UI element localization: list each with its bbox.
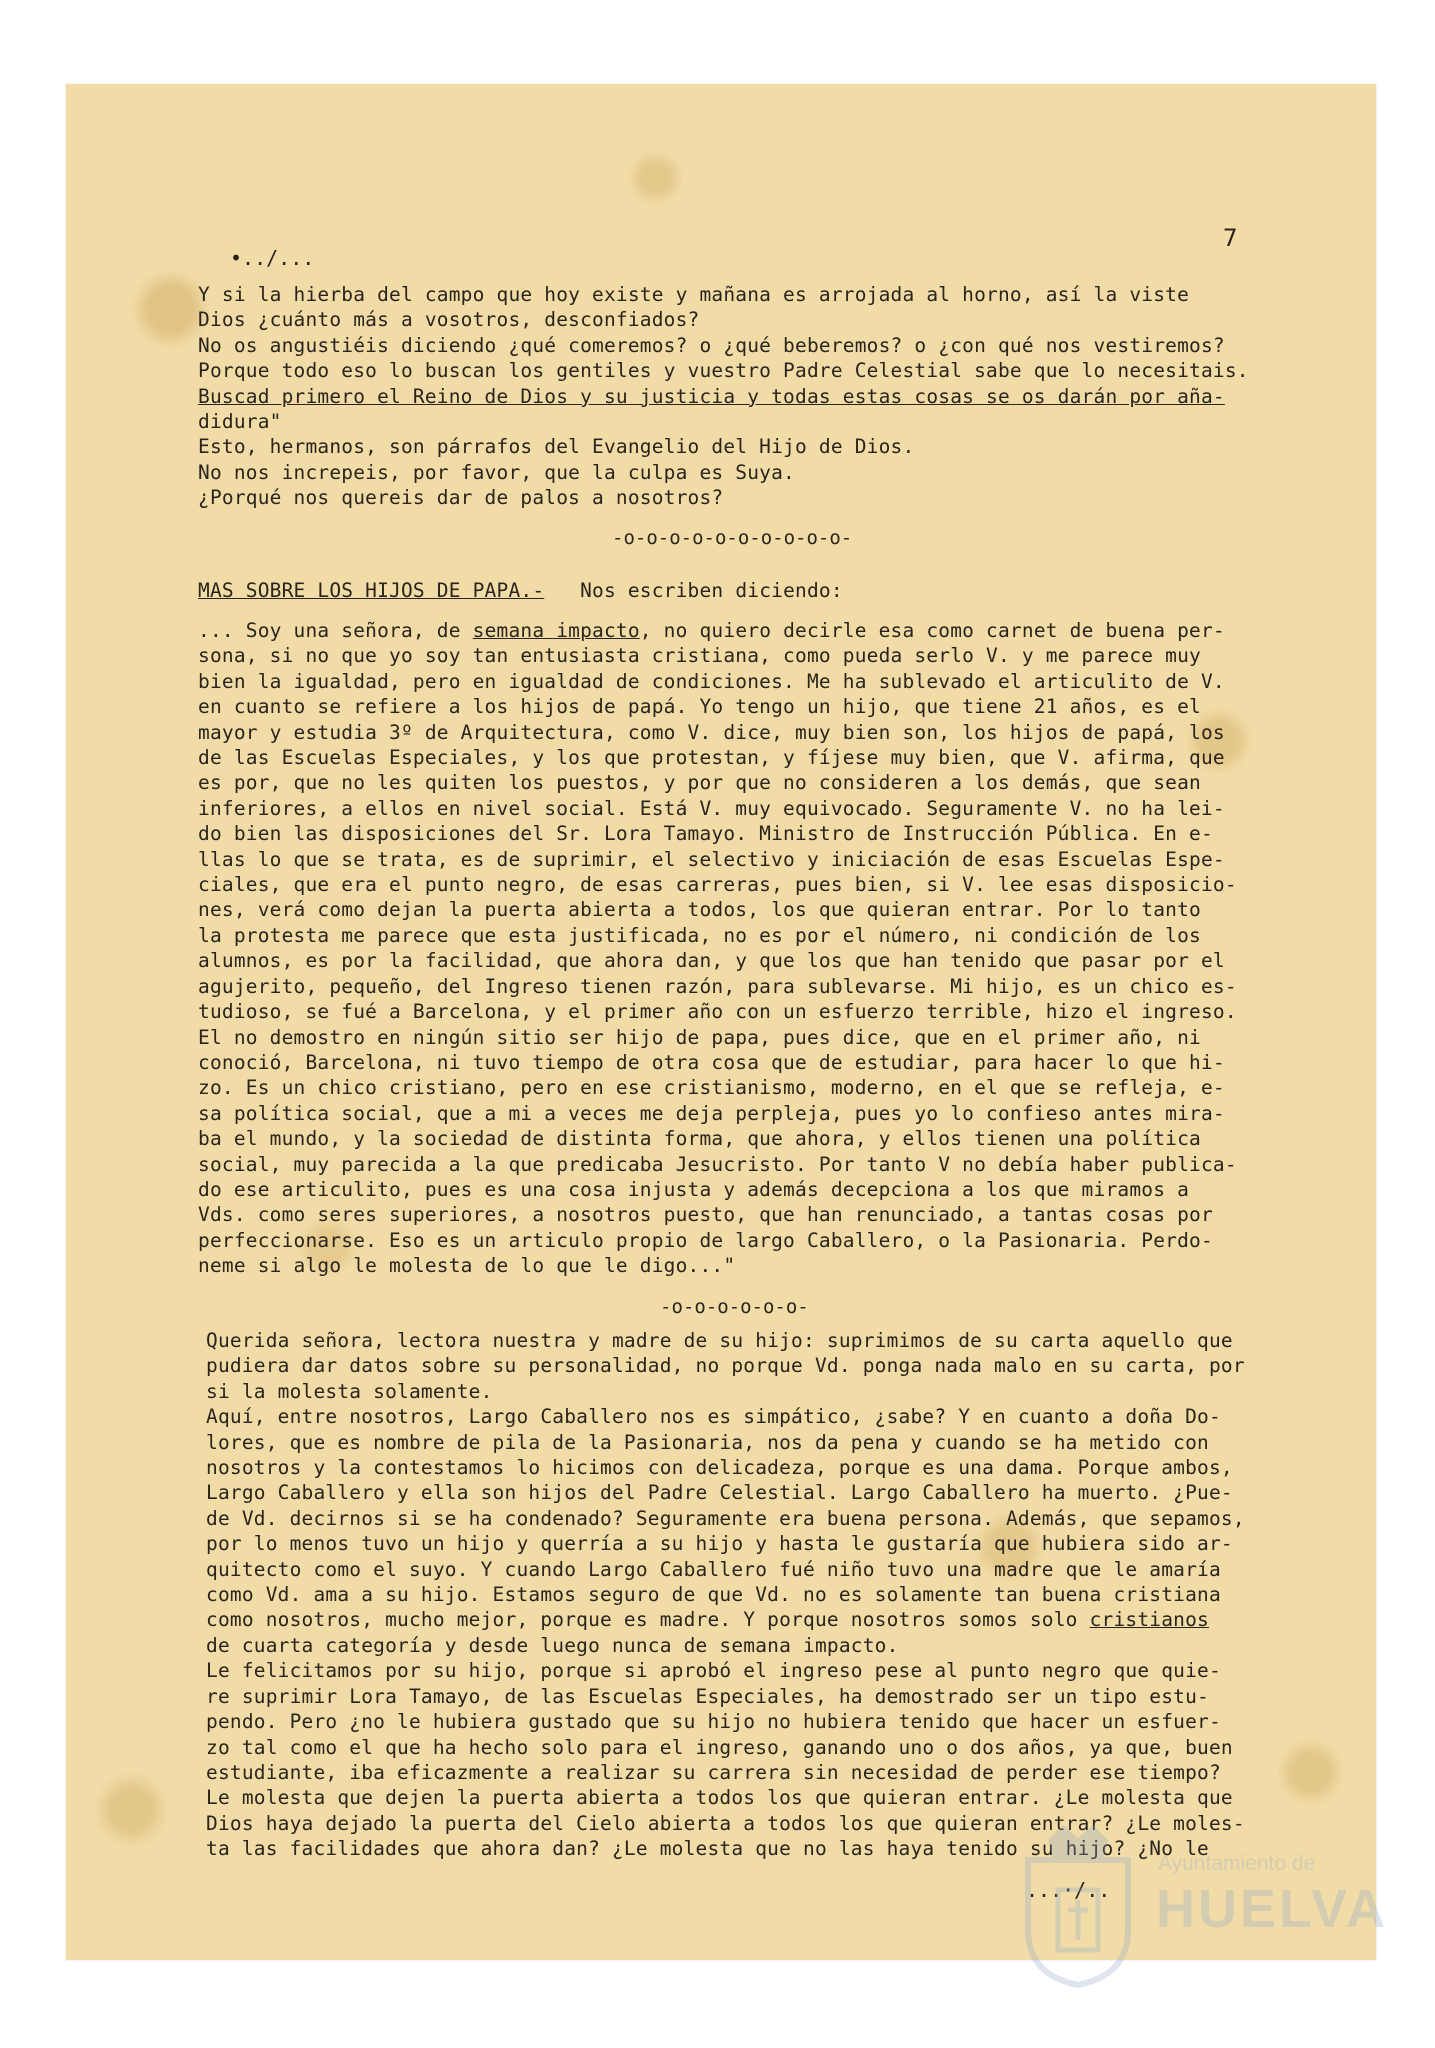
letter-first-b: , no quiero decirle esa como carnet de buena per-	[639, 619, 1225, 642]
section-intro: Nos escriben diciendo:	[580, 579, 843, 602]
reader-letter	[198, 618, 1237, 1279]
gospel-quote	[198, 282, 1249, 511]
separator-1: -o-o-o-o-o-o-o-o-o-o-	[612, 527, 853, 549]
reply-underlined: cristianos	[1089, 1608, 1209, 1632]
coat-of-arms-icon	[1018, 1820, 1138, 1990]
section-title: MAS SOBRE LOS HIJOS DE PAPA.-	[198, 579, 545, 602]
section-heading	[198, 578, 843, 603]
watermark-line2: HUELVA	[1156, 1879, 1388, 1939]
letter-first-underlined: semana impacto	[472, 619, 640, 642]
editor-reply	[206, 1328, 1245, 1862]
archive-watermark	[1018, 1820, 1388, 2030]
letter-body: sona, si no que yo soy tan entusiasta cristiana, como pueda serlo V. y me parece muy bien la igualdad, pero en igualdad de condiciones. Me ha sublevado el articulito de V. en cuanto se refiere a los hijos de papá. Yo tengo un hijo, que tiene 21 años, es el mayor y estudia 3º de Arquitectura, como V. dice, muy bien son, los hijos de papá, los de las Escuelas Especiales, y los que protestan, y fíjese muy bien, que V. afirma, que es por, que no les quiten los puestos, y por que no consideren a los demás, que sean inferiores, a ellos en nivel social. Está V. muy equivocado. Seguramente V. no ha lei- do bien las disposiciones del Sr. Lora Tamayo. Ministro de Instrucción Pública. En e- llas lo que se trata, es de suprimir, el selectivo y iniciación de esas Escuelas Espe- ciales, que era el punto negro, de esas carreras, pues bien, si V. lee esas disposicio- nes, verá como dejan la puerta abierta a todos, los que quieran entrar. Por lo tanto la protesta me parece que esta justificada, no es por el número, ni condición de los alumnos, es por la facilidad, que ahora dan, y que los que han tenido que pasar por el agujerito, pequeño, del Ingreso tienen razón, para sublevarse. Mi hijo, es un chico es- tudioso, se fué a Barcelona, y el primer año con un esfuerzo terrible, hizo el ingreso. El no demostro en ningún sitio ser hijo de papa, pues dice, que en el primer año, ni conoció, Barcelona, ni tuvo tiempo de otra cosa que de estudiar, para hacer lo que hi- zo. Es un chico cristiano, pero en ese cristianismo, moderno, en el que se refleja, e- sa política social, que a mi a veces me deja perpleja, pues yo lo confieso antes mira- ba el mundo, y la sociedad de distinta forma, que ahora, y ellos tienen una política social, muy parecida a la que predicaba Jesucristo. Por tanto V no debía haber publica- do ese articulito, pues es una cosa injusta y además decepciona a los que miramos a Vds. como seres superiores, a nosotros puesto, que han renunciado, a tantas cosas por perfeccionarse. Eso es un articulo propio de largo Caballero, o la Pasionaria. Perdo- neme si algo le molesta de lo que le digo..."	[198, 644, 1237, 1278]
page-number: 7	[1223, 224, 1238, 252]
continuation-mark-bottom: ...·/..	[1026, 1878, 1111, 1902]
quote-text-end: didura" Esto, hermanos, son párrafos del Evangelio del Hijo de Dios. No nos increpeis, por favor, que la culpa es Suya. ¿Porqué nos quereis dar de palos a nosotros?	[198, 410, 915, 510]
continuation-mark-top: •../...	[230, 246, 315, 270]
letter-first-a: ... Soy una señora, de	[198, 619, 473, 642]
reply-end: de cuarta categoría y desde luego nunca de semana impacto. Le felicitamos por su hijo, porque si aprobó el ingreso pese al punto negro que quie- re suprimir Lora Tamayo, de las Escuelas Especiales, ha demostrado ser un tipo estu- pendo. Pero ¿no le hubiera gustado que su hijo no hubiera tenido que hacer un esfuer- zo tal como el que ha hecho solo para el ingreso, ganando uno o dos años, ya que, buen estudiante, iba eficazmente a realizar su carrera sin necesidad de perder ese tiempo? Le molesta que dejen la puerta abierta a todos los que quieran entrar. ¿Le molesta que Dios haya dejado la puerta del Cielo abierta a todos los que quieran entrar? ¿Le moles- ta las facilidades que ahora dan? ¿Le molesta que no las haya tenido su ¿No le	[206, 1633, 1245, 1861]
quote-underlined: Buscad primero el Reino de Dios y su justicia y todas estas cosas se os darán por aña-	[198, 384, 1225, 408]
watermark-line1: Ayuntamiento de	[1158, 1852, 1316, 1875]
quote-text: Y si la hierba del campo que hoy existe y mañana es arrojada al horno, así la viste Dios ¿cuánto más a vosotros, desconfiados? No os angustiéis diciendo ¿qué comeremos? o ¿qué beberemos? o ¿con qué nos vestiremos? Porque todo eso lo buscan los gentiles y vuestro Padre Celestial sabe que lo necesitais.	[198, 283, 1249, 383]
separator-2: -o-o-o-o-o-o-	[660, 1296, 809, 1318]
reply-body: Querida señora, lectora nuestra y madre de su hijo: suprimimos de su carta aquello que pudiera dar datos sobre su personalidad, no porque Vd. ponga nada malo en su carta, por si la molesta solamente. Aquí, entre nosotros, Largo Caballero nos es simpático, ¿sabe? Y en cuanto a doña Do- lores, que es nombre de pila de la Pasionaria, nos da pena y cuando se ha metido con nosotros y la contestamos lo hicimos con delicadeza, porque es una dama. Porque ambos, Largo Caballero y ella son hijos del Padre Celestial. Largo Caballero ha muerto. ¿Pue- de Vd. decirnos si se ha condenado? Seguramente era buena persona. Además, que sepamos, por lo menos tuvo un hijo y querría a su hijo y hasta le gustaría que hubiera sido ar- quitecto como el suyo. Y cuando Largo Caballero fué niño tuvo una madre que le amaría como Vd. ama a su hijo. Estamos seguro de que Vd. no es solamente tan buena cristiana como nosotros, mucho mejor, porque es madre. Y porque nosotros somos solo	[206, 1329, 1245, 1632]
